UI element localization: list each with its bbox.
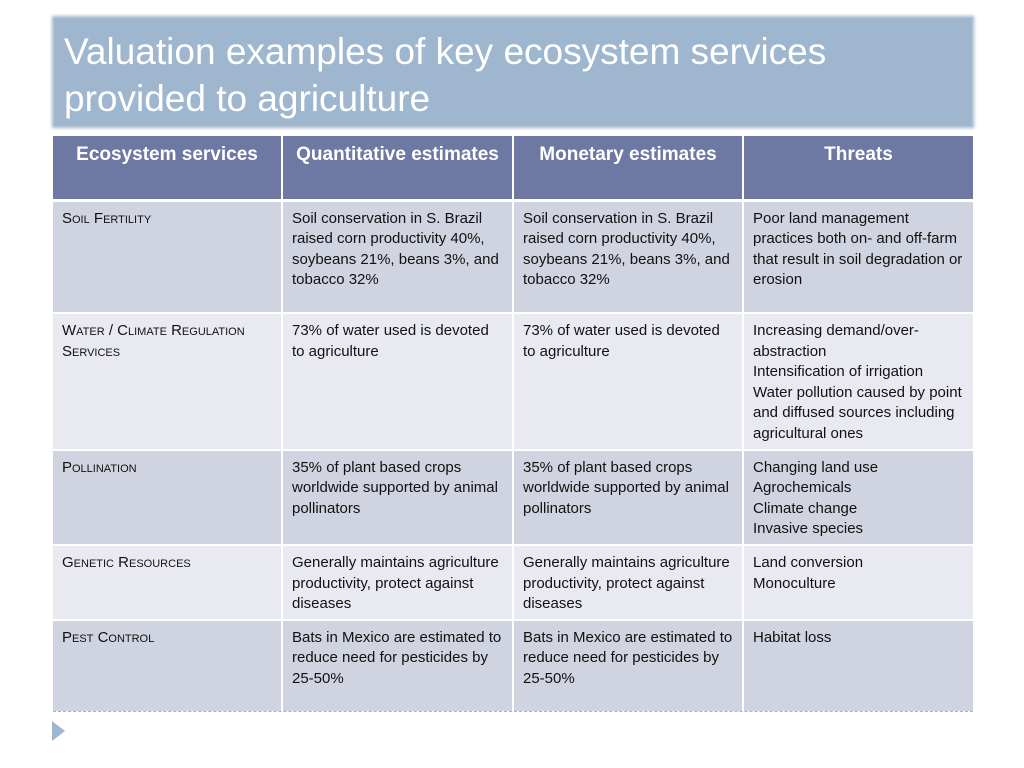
- threats-cell: [743, 545, 973, 620]
- threat-item: Poor land management practices both on- and off-farm that result in soil degradation or erosion: [753, 209, 963, 289]
- header-monetary-estimates: Monetary estimates: [513, 136, 743, 200]
- threat-item: Invasive species: [753, 520, 864, 538]
- quantitative-estimate: 35% of plant based crops worldwide supported by animal pollinators: [282, 450, 513, 545]
- table-row: [53, 313, 973, 450]
- slide-title: Valuation examples of key ecosystem services provided to agriculture: [64, 31, 827, 119]
- quantitative-estimate: 73% of water used is devoted to agriculture: [282, 313, 513, 450]
- table-row: [53, 450, 973, 545]
- table-row: [53, 620, 973, 712]
- monetary-estimate: 35% of plant based crops worldwide supported by animal pollinators: [513, 450, 743, 545]
- threat-item: Agrochemicals: [753, 479, 852, 497]
- quantitative-estimate: Bats in Mexico are estimated to reduce need for pesticides by 25-50%: [282, 620, 513, 712]
- header-ecosystem-services: Ecosystem services: [53, 136, 282, 200]
- threats-cell: [743, 450, 973, 545]
- service-name: Pollination: [53, 450, 282, 545]
- threat-item: Climate change: [753, 499, 858, 517]
- table-header-row: [53, 136, 973, 200]
- table-row: [53, 200, 973, 313]
- monetary-estimate: Generally maintains agriculture productivity, protect against diseases: [513, 545, 743, 620]
- service-name: Genetic Resources: [53, 545, 282, 620]
- threat-item: Monoculture: [753, 574, 836, 592]
- threat-item: Land conversion: [753, 553, 864, 571]
- monetary-estimate: 73% of water used is devoted to agriculture: [513, 313, 743, 450]
- footer-divider: [53, 711, 973, 712]
- threats-cell: [743, 313, 973, 450]
- threat-item: Changing land use: [753, 458, 879, 476]
- table-row: [53, 545, 973, 620]
- slide-title-box: [53, 17, 973, 127]
- ecosystem-valuation-table: [53, 136, 973, 713]
- header-threats: Threats: [743, 136, 973, 200]
- threat-item: Increasing demand/over-abstraction: [753, 322, 919, 360]
- service-name: Soil Fertility: [53, 200, 282, 313]
- monetary-estimate: Soil conservation in S. Brazil raised corn productivity 40%, soybeans 21%, beans 3%, and tobacco 32%: [513, 200, 743, 313]
- threat-item: Habitat loss: [753, 628, 832, 646]
- threats-cell: [743, 200, 973, 313]
- threat-item: Intensification of irrigation: [753, 363, 924, 381]
- quantitative-estimate: Generally maintains agriculture productivity, protect against diseases: [282, 545, 513, 620]
- service-name: Water / Climate Regulation Services: [53, 313, 282, 450]
- header-quantitative-estimates: Quantitative estimates: [282, 136, 513, 200]
- triangle-right-icon: [52, 721, 65, 741]
- threats-cell: [743, 620, 973, 712]
- threat-item: Water pollution caused by point and diffused sources including agricultural ones: [753, 383, 962, 442]
- quantitative-estimate: Soil conservation in S. Brazil raised corn productivity 40%, soybeans 21%, beans 3%, and tobacco 32%: [282, 200, 513, 313]
- service-name: Pest Control: [53, 620, 282, 712]
- monetary-estimate: Bats in Mexico are estimated to reduce need for pesticides by 25-50%: [513, 620, 743, 712]
